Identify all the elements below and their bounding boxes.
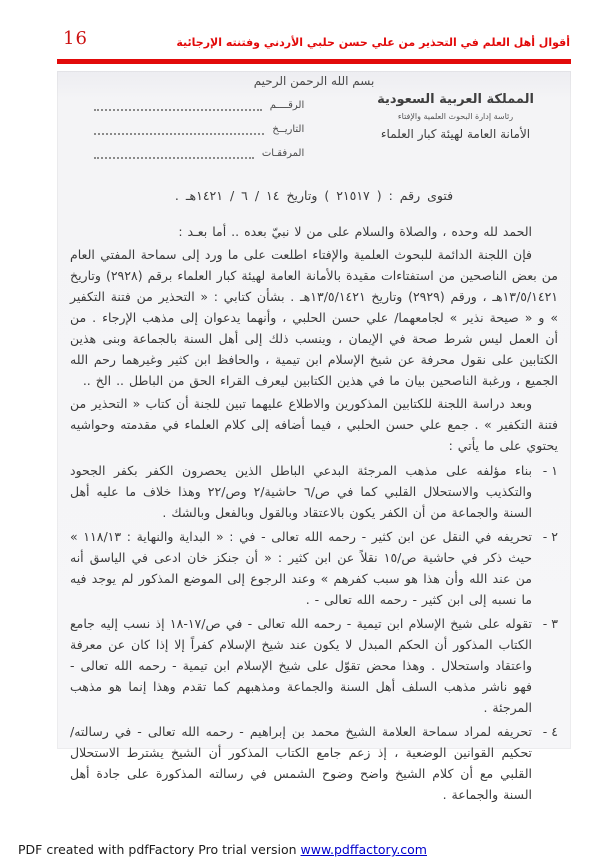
pdffactory-link[interactable]: www.pdffactory.com: [300, 842, 427, 857]
item-number: ٢ -: [542, 529, 558, 544]
letterhead-secretariat: الأمانة العامة لهيئة كبار العلماء: [380, 127, 531, 141]
fatwa-number-line: فتوى رقم : ( ٢١٥١٧ ) وتاريخ ١٤ / ٦ / ١٤٢١هـ .: [174, 188, 454, 203]
letterhead-presidency: رئاسة إدارة البحوث العلمية والإفتاء: [397, 112, 514, 121]
findings-list: [70, 460, 558, 805]
scanned-document: [57, 71, 571, 802]
pdf-footer-text: PDF created with pdfFactory Pro trial version: [18, 842, 301, 857]
page-header: [57, 28, 572, 49]
item-number: ١ -: [542, 463, 558, 478]
book-header-title: أقوال أهل العلم في التحذير من علي حسن حلبي الأردني وفتنته الإرجائية: [176, 36, 570, 49]
form-dots-attachments: [94, 149, 254, 159]
form-dots-date: [94, 125, 264, 135]
list-item: [70, 460, 558, 523]
list-item: [70, 526, 558, 610]
paragraph-intro: فإن اللجنة الدائمة للبحوث العلمية والإفتاء اطلعت على ما ورد إلى سماحة المفتي العام من بعض الناصحين من استفتاءات مقيدة بالأمانة العامة لهيئة كبار العلماء برقم (٢٩٢٨) وتاريخ ١٣/٥/١٤٢١هـ ، ورقم (٢٩٢٩) وتاريخ ١٣/٥/١٤٢١هـ . بشأن كتابي : « التحذير من فتنة التكفير » و « صيحة نذير » لجامعهما/ علي حسن الحلبي ، وأنهما يدعوان إلى مذهب الإرجاء . من أن العمل ليس شرط صحة في الإيمان ، وينسب ذلك إلى أهل السنة بالجماعة وبنى هذين الكتابين على نقول محرفة عن شيخ الإسلام ابن تيمية ، والحافظ ابن كثير وغيرهما رحم الله الجميع ، ورغبة الناصحين بيان ما في هذين الكتابين ليعرف القراء الحق من الباطل .. الخ ..: [70, 247, 559, 388]
item-number: ٣ -: [542, 616, 558, 631]
letterhead-country: المملكة العربية السعودية: [377, 92, 534, 107]
paragraph-study: وبعد دراسة اللجنة للكتابين المذكورين والاطلاع عليهما تبين للجنة أن كتاب « التحذير من فتنة التكفير » . جمع علي حسن الحلبي ، فيما أضافه إلى كلام العلماء في مقدمته وحواشيه يحتوي على ما يأتي :: [70, 396, 558, 453]
fatwa-body: [70, 221, 558, 456]
list-item: [70, 613, 558, 718]
form-label-date: التاريــخ: [272, 124, 305, 135]
list-item: [70, 721, 558, 805]
letterhead: [353, 92, 558, 141]
basmala: بسم الله الرحمن الرحيم: [253, 74, 375, 88]
form-row-number: [70, 100, 304, 111]
form-fields: [70, 92, 304, 172]
paragraph-hamdala: الحمد لله وحده ، والصلاة والسلام على من لا نبيّ بعده .. أما بعـد :: [178, 224, 532, 239]
form-label-number: الرقــــم: [269, 100, 305, 111]
form-row-attachments: [70, 148, 304, 159]
form-row-date: [70, 124, 304, 135]
item-text: تحريفه في النقل عن ابن كثير - رحمه الله تعالى - في : « البداية والنهاية : ١١٨/١٣ » حيث ذكر في حاشية ص/١٥ نقلاً عن ابن كثير : « أن جنكز خان ادعى في الياسق أنه من عند الله وأن هذا هو سبب كفرهم » وعند الرجوع إلى الموضع المذكور لم يوجد فيه ما نسبه إلى ابن كثير - رحمه الله تعالى - .: [70, 529, 532, 607]
item-number: ٤ -: [542, 724, 558, 739]
item-text: بناء مؤلفه على مذهب المرجئة البدعي الباطل الذين يحصرون الكفر بكفر الجحود والتكذيب والاستحلال القلبي كما في ص/٦ حاشية/٢ وص/٢٢ وهذا خلاف ما عليه أهل السنة والجماعة من أن الكفر يكون بالاعتقاد وبالقول وبالفعل وبالشك .: [70, 463, 532, 520]
form-dots-number: [94, 101, 262, 111]
letterhead-row: [70, 92, 558, 172]
page-number: 16: [63, 28, 88, 49]
item-text: تقوله على شيخ الإسلام ابن تيمية - رحمه الله تعالى - في ص/١٧-١٨ إذ نسب إليه جامع الكتاب المذكور أن الحكم المبدل لا يكون عند شيخ الإسلام كفراً إلا إذا كان عن معرفة واعتقاد واستحلال . وهذا محض تقوّل على شيخ الإسلام ابن تيمية - رحمه الله تعالى - فهو ناشر مذهب السلف أهل السنة والجماعة ومذهبهم كما تقدم وهذا إنما هو مذهب المرجئة .: [70, 616, 532, 715]
form-label-attachments: المرفقـات: [261, 148, 305, 159]
pdf-creator-footer: [18, 842, 427, 857]
header-rule: [57, 59, 571, 64]
item-text: تحريفه لمراد سماحة العلامة الشيخ محمد بن إبراهيم - رحمه الله تعالى - في رسالته/ تحكيم القوانين الوضعية ، إذ زعم جامع الكتاب المذكور أن الشيخ يشترط الاستحلال القلبي مع أن كلام الشيخ واضح وضوح الشمس في رسالته المذكورة على جادة أهل السنة والجماعة .: [70, 724, 532, 802]
